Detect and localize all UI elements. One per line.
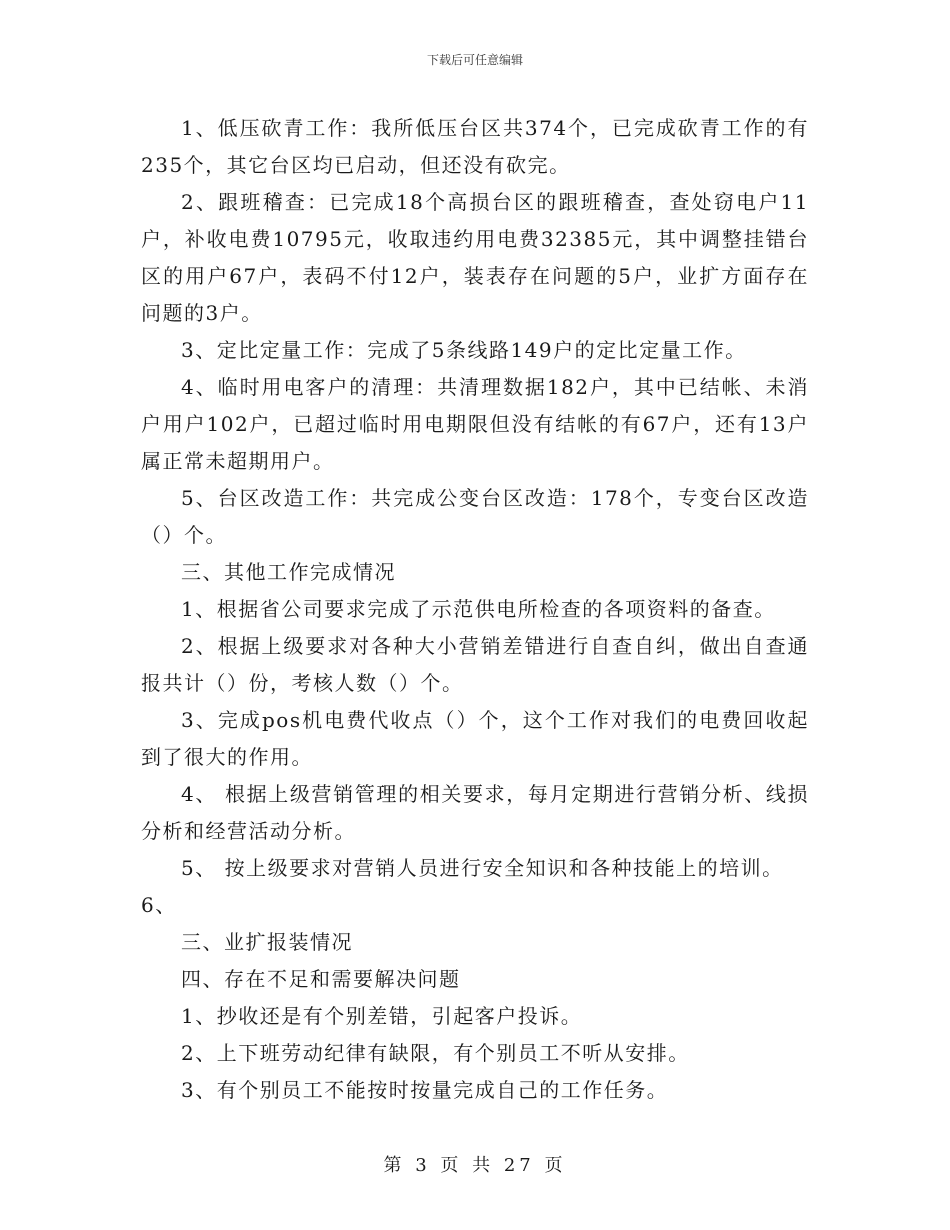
paragraph-marketing-analysis: 4、 根据上级营销管理的相关要求，每月定期进行营销分析、线损分析和经营活动分析。 <box>141 782 809 843</box>
paragraph-task-completion: 3、有个别员工不能按时按量完成自己的工作任务。 <box>181 1078 669 1102</box>
page-header: 下载后可任意编辑 <box>426 53 523 67</box>
section-heading-business-expansion: 三、业扩报装情况 <box>181 930 353 954</box>
paragraph-fixed-ratio: 3、定比定量工作：完成了5条线路149户的定比定量工作。 <box>181 338 747 362</box>
paragraph-demo-station: 1、根据省公司要求完成了示范供电所检查的各项资料的备查。 <box>181 597 776 621</box>
paragraph-self-check: 2、根据上级要求对各种大小营销差错进行自查自纠，做出自查通报共计（）份，考核人数（）个。 <box>141 634 809 695</box>
paragraph-discipline: 2、上下班劳动纪律有缺限，有个别员工不听从安排。 <box>181 1041 690 1065</box>
paragraph-temporary-users: 4、临时用电客户的清理：共清理数据182户，其中已结帐、未消户用户102户，已超过临时用电期限但没有结帐的有67户，还有13户属正常未超期用户。 <box>141 375 809 473</box>
paragraph-item-6: 6、 <box>141 893 177 917</box>
paragraph-low-voltage-clearing: 1、低压砍青工作：我所低压台区共374个，已完成砍青工作的有235个，其它台区均已启动，但还没有砍完。 <box>141 116 809 177</box>
page-footer: 第 3 页 共 27 页 <box>383 1155 567 1176</box>
section-heading-shortcomings: 四、存在不足和需要解决问题 <box>181 967 461 991</box>
paragraph-shift-inspection: 2、跟班稽查：已完成18个高损台区的跟班稽查，查处窃电户11户，补收电费10795元，收取违约用电费32385元，其中调整挂错台区的用户67户，表码不付12户，装表存在问题的5户，业扩方面存在问题的3户。 <box>141 190 809 325</box>
paragraph-meter-errors: 1、抄收还是有个别差错，引起客户投诉。 <box>181 1004 583 1028</box>
paragraph-area-renovation: 5、台区改造工作：共完成公变台区改造：178个，专变台区改造（）个。 <box>141 486 809 547</box>
paragraph-training: 5、 按上级要求对营销人员进行安全知识和各种技能上的培训。 <box>181 856 784 880</box>
section-heading-other-work: 三、其他工作完成情况 <box>181 560 396 584</box>
document-body <box>141 110 809 1109</box>
paragraph-pos-collection: 3、完成pos机电费代收点（）个，这个工作对我们的电费回收起到了很大的作用。 <box>141 708 809 769</box>
